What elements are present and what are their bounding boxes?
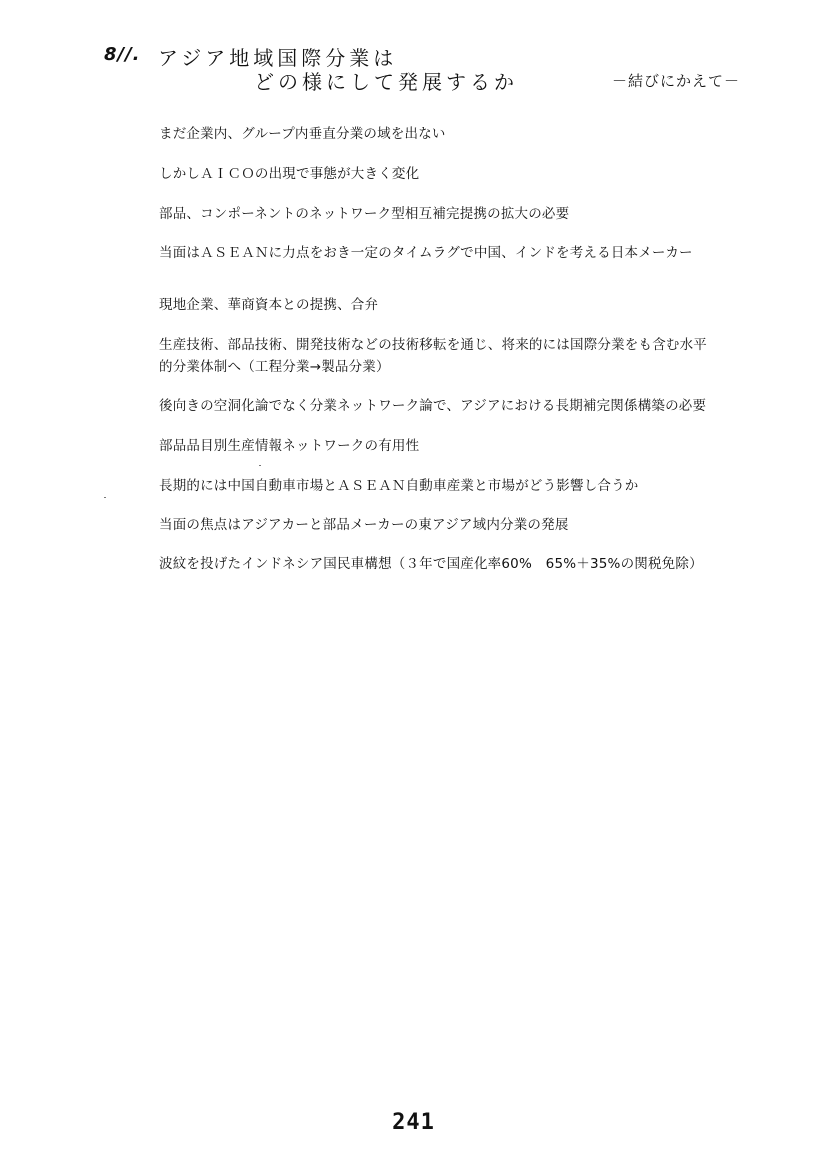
list-item: 部品品目別生産情報ネットワークの有用性: [159, 438, 420, 454]
title-line-1: アジア地域国際分業は: [158, 46, 398, 70]
scan-speck: [259, 465, 261, 466]
list-item: まだ企業内、グループ内垂直分業の域を出ない: [159, 126, 446, 142]
scan-speck: [104, 497, 106, 498]
list-item: 現地企業、華商資本との提携、合弁: [159, 297, 379, 313]
title-line-2: どの様にして発展するか: [254, 70, 518, 94]
list-item: 波紋を投げたインドネシア国民車構想（３年で国産化率60% 65%＋35%の関税免除）: [159, 556, 703, 572]
list-item: 当面の焦点はアジアカーと部品メーカーの東アジア域内分業の発展: [159, 517, 569, 533]
subtitle: －結びにかえて－: [612, 72, 741, 90]
list-item: 長期的には中国自動車市場とＡＳＥＡＮ自動車産業と市場がどう影響し合うか: [159, 478, 639, 494]
list-item: 後向きの空洞化論でなく分業ネットワーク論で、アジアにおける長期補完関係構築の必要: [159, 398, 707, 414]
list-item: 当面はＡＳＥＡＮに力点をおき一定のタイムラグで中国、インドを考える日本メーカー: [159, 245, 693, 261]
page-number: 241: [392, 1110, 435, 1135]
list-item: 部品、コンポーネントのネットワーク型相互補完提携の拡大の必要: [159, 206, 570, 222]
list-item: 生産技術、部品技術、開発技術などの技術移転を通じ、将来的には国際分業をも含む水平: [159, 337, 707, 353]
list-item-continuation: 的分業体制へ（工程分業→製品分業）: [159, 359, 390, 375]
section-number: 8//.: [104, 44, 141, 65]
list-item: しかしＡＩＣＯの出現で事態が大きく変化: [159, 166, 420, 182]
